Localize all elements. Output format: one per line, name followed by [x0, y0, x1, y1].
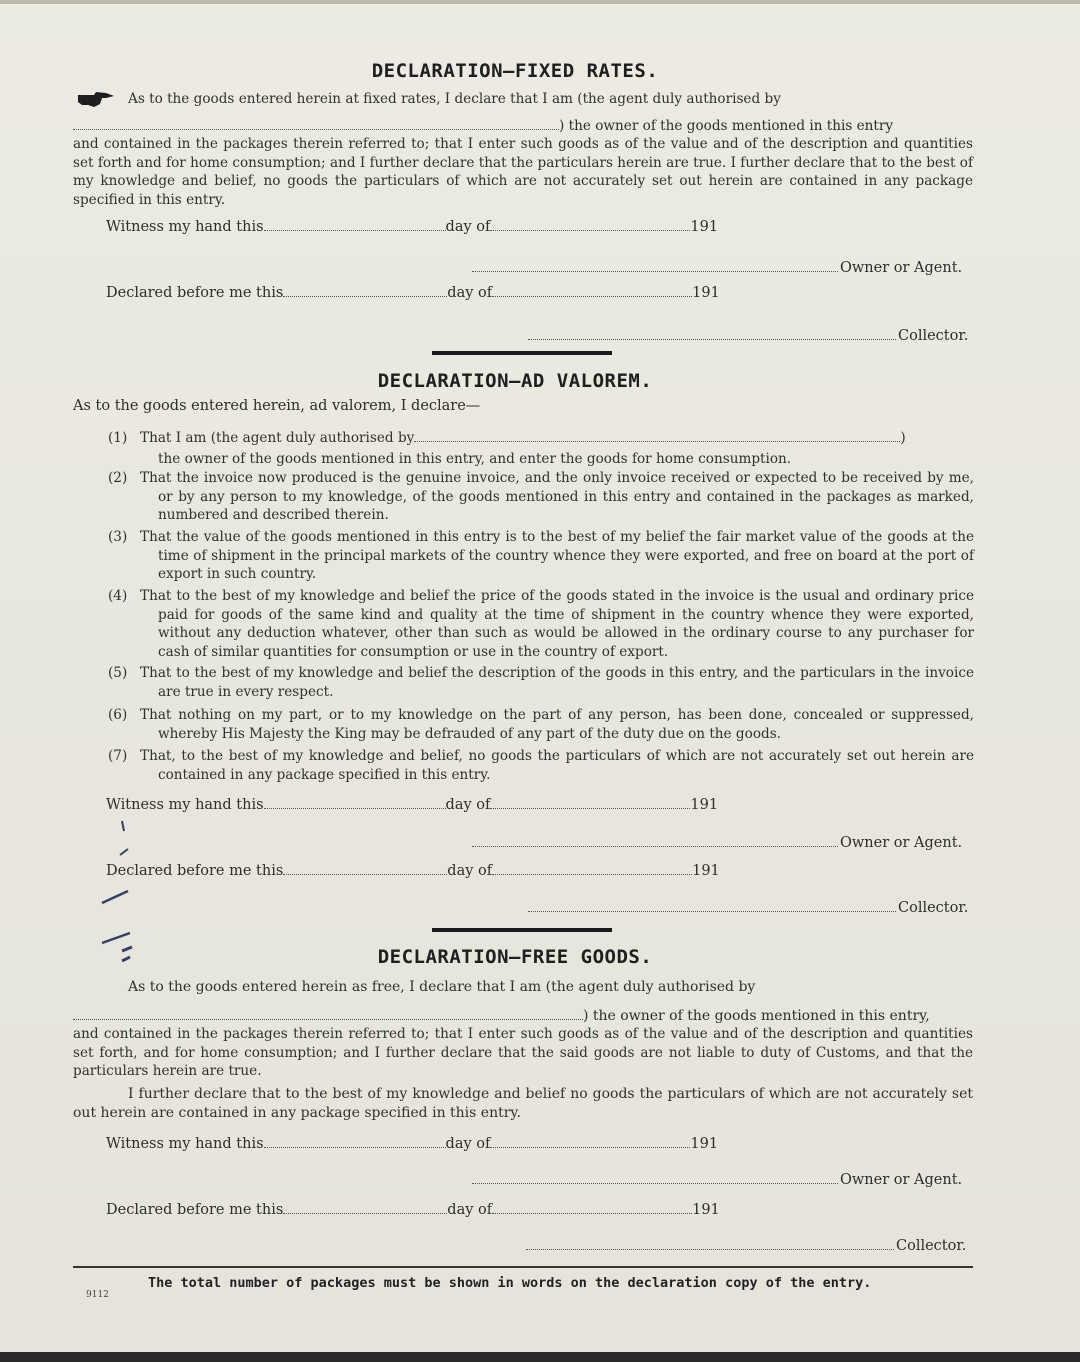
- free-declared-line: [106, 1202, 720, 1218]
- item-1-text-b: the owner of the goods mentioned in this entry, and enter the goods for home consumption.: [158, 450, 792, 467]
- free-para-3: and contained in the packages therein referred to; that I enter such goods as of the value and of the description and quantities set forth, and for home consumption; and I further declare that the said goods are not liable to duty of Customs, and that the particulars herein are true.: [73, 1026, 973, 1079]
- item-3-text: That the value of the goods mentioned in this entry is to the best of my belief the fair market value of the goods at the time of shipment in the principal markets of the country whence they were exported, and free on board at the port of export in such country.: [140, 529, 974, 582]
- free-goods-heading: DECLARATION—FREE GOODS.: [377, 946, 653, 968]
- fixed-agent-blank[interactable]: [73, 129, 559, 130]
- form-code: 9112: [86, 1290, 109, 1300]
- fixed-collector-line: [528, 328, 968, 344]
- fixed-declared-day-blank[interactable]: [283, 296, 447, 297]
- adval-owner-label: Owner or Agent.: [840, 835, 963, 851]
- item-1-paren: ): [900, 430, 906, 446]
- item-4-number: (4): [108, 588, 128, 604]
- item-7-number: (7): [108, 748, 128, 764]
- item-4-text: That to the best of my knowledge and belief the price of the goods stated in the invoice is the usual and ordinary price paid for goods of the same kind and quality at the time of shipment in the country whence they were exported, without any deduction whatever, other than such as would be allowed in the ordinary course to any purchaser for cash of similar quantities for consumption or use in the country of export.: [140, 588, 974, 660]
- adval-witness-month-blank[interactable]: [490, 808, 690, 809]
- item-5-text: That to the best of my knowledge and belief the description of the goods in this entry, and the particulars in the invoice are true in every respect.: [140, 665, 974, 700]
- free-para-2-tail: ) the owner of the goods mentioned in this entry,: [583, 1008, 930, 1024]
- item-6-number: (6): [108, 707, 128, 723]
- fixed-witness-day-blank[interactable]: [264, 230, 446, 231]
- adval-witness-line: [106, 797, 718, 813]
- free-declared-day-blank[interactable]: [283, 1213, 447, 1214]
- ad-valorem-item-7: [108, 747, 974, 784]
- free-witness-day-blank[interactable]: [264, 1147, 446, 1148]
- adval-declared-month-blank[interactable]: [492, 874, 692, 875]
- item-1-agent-blank[interactable]: [414, 441, 900, 442]
- free-para-1: As to the goods entered herein as free, I declare that I am (the agent duly authorised by: [128, 979, 756, 995]
- section-divider-2: [432, 928, 612, 932]
- free-declared-label: Declared before me this: [106, 1202, 284, 1218]
- adval-declared-year: 191: [692, 863, 720, 879]
- adval-declared-day-of: day of: [447, 863, 493, 879]
- free-owner-label: Owner or Agent.: [840, 1172, 963, 1188]
- free-witness-day-of: day of: [445, 1136, 491, 1152]
- free-declared-day-of: day of: [447, 1202, 493, 1218]
- fixed-witness-month-blank[interactable]: [490, 230, 690, 231]
- adval-declared-day-blank[interactable]: [283, 874, 447, 875]
- fixed-para-3: and contained in the packages therein referred to; that I enter such goods as of the value and of the description and quantities set forth and for home consumption; and I further declare that the particulars herein are true. I further declare that to the best of my knowledge and belief, no goods the particulars of which are not accurately set out herein are contained in any package specified in this entry.: [73, 136, 973, 208]
- item-5-number: (5): [108, 665, 128, 681]
- fixed-declared-month-blank[interactable]: [492, 296, 692, 297]
- adval-collector-line: [528, 900, 968, 916]
- free-declared-year: 191: [692, 1202, 720, 1218]
- fixed-witness-line: [106, 219, 718, 235]
- ad-valorem-intro: As to the goods entered herein, ad valorem, I declare—: [73, 398, 481, 414]
- item-1-text-a: That I am (the agent duly authorised by: [140, 430, 415, 446]
- section-divider-1: [432, 351, 612, 355]
- fixed-witness-day-of: day of: [445, 219, 491, 235]
- adval-witness-year: 191: [690, 797, 719, 813]
- free-collector-line: [526, 1238, 966, 1254]
- free-agent-line: [73, 1008, 930, 1024]
- fixed-para-2-tail: ) the owner of the goods mentioned in this entry: [559, 118, 894, 134]
- free-witness-line: [106, 1136, 718, 1152]
- fixed-collector-blank[interactable]: [528, 339, 896, 340]
- fixed-owner-line: [472, 260, 962, 276]
- fixed-witness-year: 191: [690, 219, 719, 235]
- free-collector-blank[interactable]: [526, 1249, 894, 1250]
- ad-valorem-item-4: [108, 587, 974, 661]
- item-7-text: That, to the best of my knowledge and belief, no goods the particulars of which are not accurately set out herein are contained in any package specified in this entry.: [140, 748, 974, 783]
- ad-valorem-heading: DECLARATION—AD VALOREM.: [377, 370, 653, 392]
- adval-collector-label: Collector.: [898, 900, 969, 916]
- free-owner-blank[interactable]: [472, 1183, 838, 1184]
- free-witness-label: Witness my hand this: [106, 1136, 264, 1152]
- free-owner-line: [472, 1172, 962, 1188]
- adval-owner-blank[interactable]: [472, 846, 838, 847]
- fixed-owner-label: Owner or Agent.: [840, 260, 963, 276]
- footer-rule: [73, 1266, 973, 1268]
- adval-witness-day-of: day of: [445, 797, 491, 813]
- ad-valorem-item-3: [108, 528, 974, 584]
- ad-valorem-item-6: [108, 706, 974, 743]
- item-2-number: (2): [108, 470, 128, 486]
- adval-declared-line: [106, 863, 720, 879]
- adval-collector-blank[interactable]: [528, 911, 896, 912]
- fixed-owner-blank[interactable]: [472, 271, 838, 272]
- fixed-witness-label: Witness my hand this: [106, 219, 264, 235]
- adval-declared-label: Declared before me this: [106, 863, 284, 879]
- item-3-number: (3): [108, 529, 128, 545]
- fixed-agent-line: [73, 118, 893, 134]
- free-collector-label: Collector.: [896, 1238, 967, 1254]
- ad-valorem-item-2: [108, 469, 974, 525]
- fixed-para-1: As to the goods entered herein at fixed rates, I declare that I am (the agent duly authorised by: [128, 91, 781, 107]
- item-6-text: That nothing on my part, or to my knowledge on the part of any person, has been done, concealed or suppressed, whereby His Majesty the King may be defrauded of any part of the duty due on the goods.: [140, 707, 974, 742]
- adval-witness-label: Witness my hand this: [106, 797, 264, 813]
- fixed-collector-label: Collector.: [898, 328, 969, 344]
- ad-valorem-item-5: [108, 664, 974, 701]
- fixed-rates-heading: DECLARATION—FIXED RATES.: [371, 60, 659, 82]
- free-agent-blank[interactable]: [73, 1019, 583, 1020]
- free-declared-month-blank[interactable]: [492, 1213, 692, 1214]
- item-1-number: (1): [108, 430, 128, 446]
- free-witness-month-blank[interactable]: [490, 1147, 690, 1148]
- adval-owner-line: [472, 835, 962, 851]
- fixed-declared-year: 191: [692, 285, 720, 301]
- free-witness-year: 191: [690, 1136, 719, 1152]
- item-2-text: That the invoice now produced is the genuine invoice, and the only invoice received or expected to be received by me, or by any person to my knowledge, of the goods mentioned in this entry and contained in the packages as marked, numbered and described therein.: [140, 470, 974, 523]
- fixed-declared-line: [106, 285, 720, 301]
- page-top-edge: [0, 0, 1080, 4]
- footer-note: The total number of packages must be shown in words on the declaration copy of the entry.: [148, 1275, 872, 1291]
- page-bottom-edge: [0, 1352, 1080, 1362]
- adval-witness-day-blank[interactable]: [264, 808, 446, 809]
- ad-valorem-item-1: [108, 429, 974, 468]
- fixed-declared-label: Declared before me this: [106, 285, 284, 301]
- free-para-4: I further declare that to the best of my knowledge and belief no goods the particulars of which are not accurately set out herein are contained in any package specified in this entry.: [73, 1086, 973, 1121]
- fixed-declared-day-of: day of: [447, 285, 493, 301]
